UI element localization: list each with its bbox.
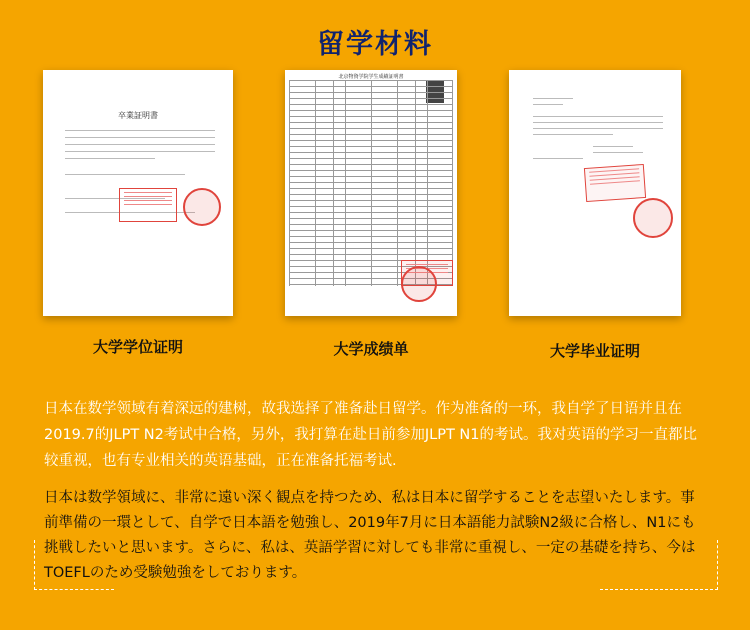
- intro-japanese-paragraph: 日本は数学領域に、非常に遠い深く観点を持つため、私は日本に留学することを志望いたします。事前準備の一環として、自学で日本語を勉強し、2019年7月に日本語能力試験N2級に合格し、N1にも挑戦したいと思います。さらに、私は、英語学習に対しても非常に重視し、一定の基礎を持ち、今はTOEFLのため受験勉強をしております。: [44, 490, 696, 581]
- page-title: 留学材料: [317, 29, 433, 60]
- transcript-heading: 北京物資学院学生成績証明書: [338, 74, 404, 80]
- red-seal: [584, 164, 646, 202]
- dashed-frame-right: [600, 540, 718, 590]
- degree-certificate-caption: 大学学位证明: [92, 338, 183, 356]
- round-stamp: [183, 188, 221, 226]
- transcript-caption: 大学成绩单: [333, 340, 409, 358]
- graduation-certificate-caption: 大学毕业证明: [549, 342, 640, 360]
- degree-certificate-image: [43, 70, 233, 316]
- round-stamp: [633, 198, 673, 238]
- round-stamp: [401, 266, 437, 302]
- dashed-frame-left: [34, 540, 114, 590]
- certificate-heading: 卒業証明書: [118, 111, 158, 120]
- transcript-image: [285, 70, 457, 316]
- red-seal: [119, 188, 177, 222]
- graduation-certificate-image: [509, 70, 681, 316]
- intro-chinese-paragraph: 日本在数学领域有着深远的建树，故我选择了准备赴日留学。作为准备的一环，我自学了日语并且在2019.7的JLPT N2考试中合格，另外，我打算在赴日前参加JLPT N1的考试。我对英语的学习一直都比较重视，也有专业相关的英语基础，正在准备托福考试.: [44, 401, 698, 469]
